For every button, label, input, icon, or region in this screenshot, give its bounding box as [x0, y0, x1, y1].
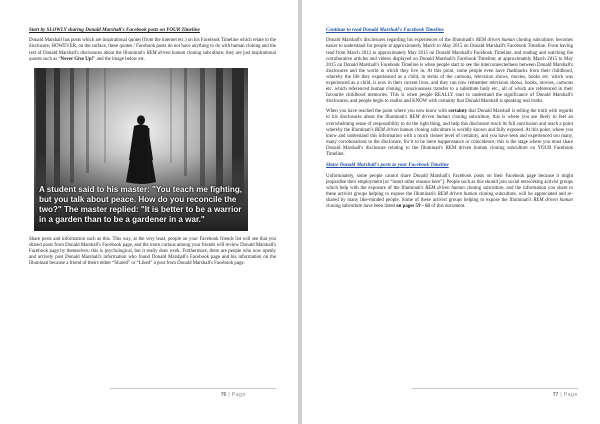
italic-text: REM driven human	[437, 191, 478, 197]
bold-text: on pages 59 – 61	[396, 203, 431, 209]
section-heading: Continue to read Donald Marshall's Facebook Timeline	[326, 27, 444, 33]
text-run: cloning subculture; they are just inspirational quotes such as “	[29, 50, 276, 62]
page-content	[326, 27, 573, 214]
text-run: When you have reached the point where you now know with	[326, 109, 449, 115]
bold-text: Never Give Up!	[60, 56, 94, 62]
text-run: cloning subculture have been listed	[326, 203, 397, 209]
document-page-right	[302, 0, 600, 424]
footer-separator: |	[228, 392, 230, 398]
paragraph	[326, 38, 573, 105]
footer-divider	[412, 388, 578, 389]
page-content	[29, 27, 276, 271]
italic-text: REM driven human	[146, 50, 186, 56]
text-run: cloning subculture; becomes easier to understand for people at approximately March to May 2015 on Donald Marshall's Facebook Timeline. From having read from March 2012 to approximately May 2015 on Donald Marshall's Facebook Timeline, and reading and watching the corroborative articles and videos displayed on Donald Marshall's Facebook Timeline; at approximately March 2015 to May 2015 on Donald Marshall's Facebook Timeline is when people start to see the interconnectedness between Donald Marshall's disclosures and the world in which they live in. At this point, some people even have flashbacks from their childhood, whereby the life they experienced as a child, in terms of the cartoons, television shows, movies, books etc. which was experienced as a child, is now in their current lives, and they can now remember television shows, books, movies, cartoons etc. which referenced human cloning, consciousness transfer to a substitute body etc., all of which are referenced in their favourite childhood memories. This is when people REALLY start to understand the significance of Donald Marshall's disclosures, and people begin to realise and KNOW with certainty that Donald Marshall is speaking real truths.	[326, 38, 573, 104]
section-heading: Share Donald Marshall's posts to your Facebook Timeline	[326, 162, 449, 169]
text-run: that Donald Marshall is telling the truth with regards to his disclosures about the Illuminati's	[326, 109, 573, 121]
footer-divider	[110, 388, 276, 389]
page-footer	[221, 390, 246, 400]
text-run: Donald Marshall's disclosures regarding his experiences of the Illuminati's	[326, 38, 476, 44]
page-label: Page	[231, 392, 246, 398]
document-page-left	[0, 0, 298, 424]
page-label: Page	[563, 392, 578, 398]
text-run: cloning subculture, this is where you are likely to feel an overwhelming sense of responsibility to do the right thing, and help this disclosure reach its full conclusion and reach a point whereby the Illuminati's	[326, 115, 573, 133]
text-run: cloning subculture, will be appreciated and re-shared by many like-minded people. Some of these activist groups helping to expose the Illuminati's	[326, 191, 573, 203]
text-run: of this document.	[430, 203, 466, 209]
text-run: Unfortunately, some people cannot share Donald Marshall's Facebook posts on their Facebook page because it might jeopardise their employment [or “insert other reasons here”]. People such as this should join social networking activist groups which help with the exposure of the Illuminati's	[326, 173, 573, 191]
page-number: 77	[552, 392, 559, 398]
paragraph	[29, 38, 276, 62]
italic-text: REM driven human	[409, 115, 450, 121]
text-run: Donald Marshall has posts which are inspirational quotes (from the internet etc.) on his Facebook Timeline which relate to the disclosure; HOWEVER, on the surface, these quotes / Facebook posts do not have anything to do with human cloning and the rest of Donald Marshall's disclosures about the Illuminati's	[29, 38, 276, 56]
paragraph	[326, 174, 573, 210]
italic-text: REM driven human	[475, 38, 515, 44]
footer-separator: |	[560, 392, 562, 398]
section-heading: Start by SLOWLY sharing Donald Marshall's Facebook posts on YOUR Timeline	[29, 27, 200, 33]
bold-text: certainty	[448, 109, 468, 115]
text-run: cloning subculture is worldly known and fully exposed. At this point, where you know and understand this information with a much clearer level of certainty, and you have seen and experienced too many, many corroborations to the disclosure, for it to be mere happenstance or coincidence; this is the stage where you must share Donald Marshall's disclosure relating to the Illuminati's REM driven human cloning subculture on YOUR Facebook Timeline.	[326, 127, 573, 157]
italic-text: REM driven human	[374, 127, 414, 133]
warrior-garden-image	[34, 68, 248, 231]
paragraph: Share posts and information such as this. This way, at the very least, people on your Facebook friends list will see that you shared posts from Donald Marshall's Facebook page, and the more curious among your friends will review Donald Marshall's Facebook page by themselves; this is psychological, but it really does work. Furthermore, there are people who now openly and actively post Donald Marshall's information who found Donald Marshall's Facebook page and his information on the Illuminati because a friend of theirs either “Shared” or “Liked” a post from Donald Marshall's Facebook page.	[29, 236, 276, 266]
page-footer	[553, 390, 578, 400]
text-run: cloning subculture, and the information you share to these activist groups helping to expose the Illuminati's	[326, 185, 573, 197]
page-number: 76	[220, 392, 227, 398]
image-caption: A student said to his master: "You teach me fighting, but you talk about peace. How do you reconcile the two?" The master replied: "It is better to be a warrior in a garden than to be a gardener in a war."	[39, 185, 243, 224]
italic-text: REM driven human	[533, 197, 573, 203]
italic-text: REM driven human	[425, 185, 465, 191]
text-run: ” and the image below etc.	[93, 56, 146, 62]
paragraph	[326, 109, 573, 157]
